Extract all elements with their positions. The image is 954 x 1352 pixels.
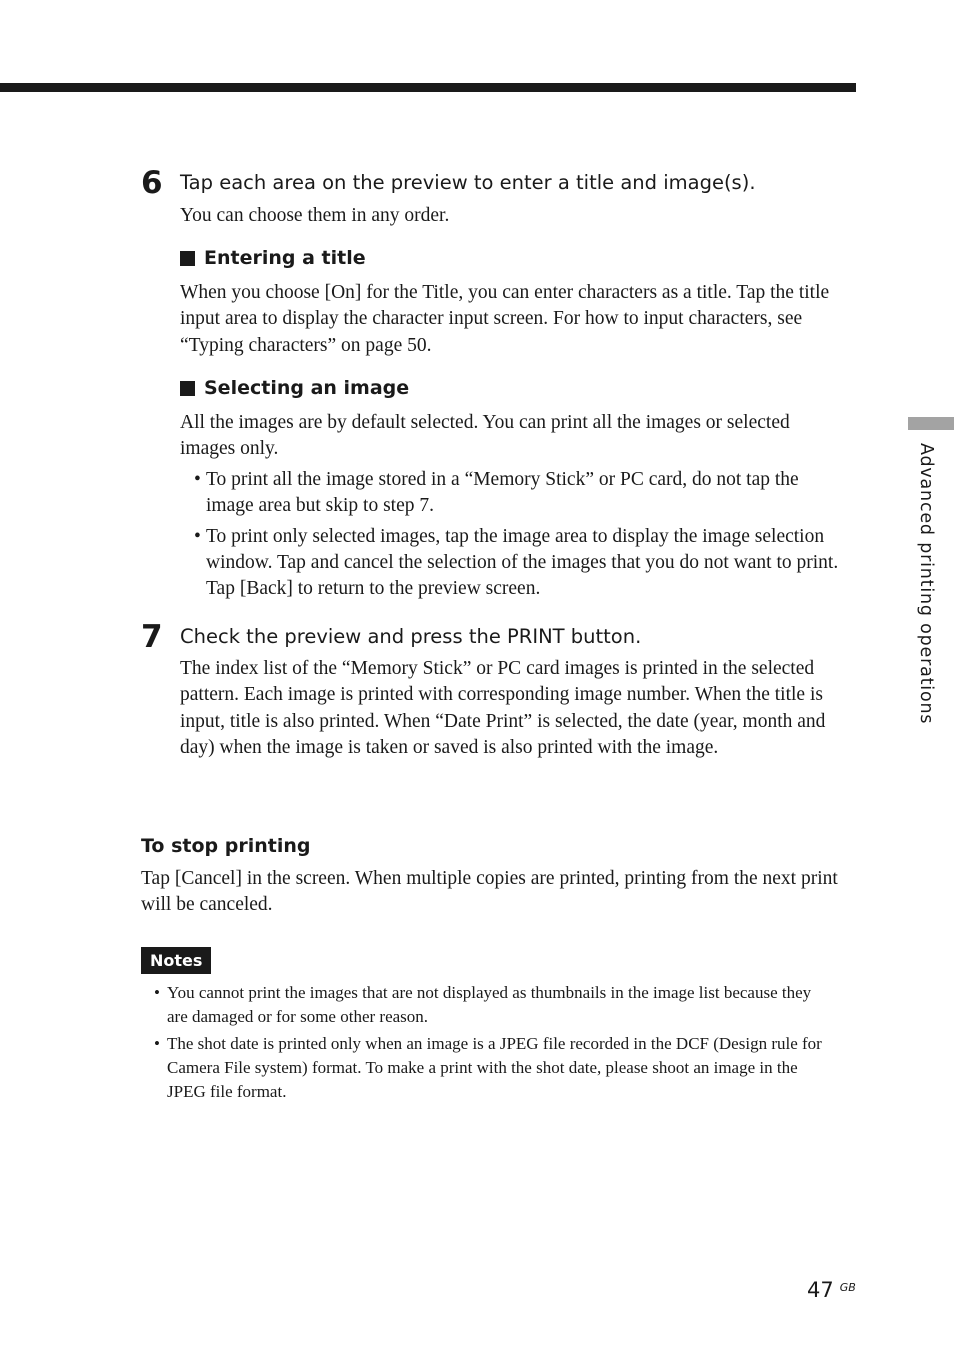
notes-badge: Notes — [141, 947, 211, 974]
bullet-dot-icon: • — [194, 525, 201, 547]
list-item — [141, 1032, 831, 1104]
note-text: You cannot print the images that are not displayed as thumbnails in the image list because they are damaged or for some other reason. — [167, 983, 812, 1026]
square-bullet-icon — [180, 381, 195, 396]
section-tab-marker — [908, 417, 954, 430]
bullet-dot-icon: • — [194, 469, 201, 490]
list-item-text: To print only selected images, tap the image area to display the image selection window. Tap and cancel the selection of the images that you do not want to print. Tap [Back] to return to the preview screen. — [206, 525, 839, 600]
step-6-number: 6 — [141, 165, 163, 201]
entering-title-body: When you choose [On] for the Title, you can enter characters as a title. Tap the title input area to display the character input screen. For how to input characters, see “Typing characters” on page 50. — [180, 282, 830, 356]
selecting-image-heading — [180, 377, 409, 400]
stop-printing-heading: To stop printing — [141, 835, 311, 857]
bullet-dot-icon: • — [154, 983, 160, 1002]
selecting-image-body: All the images are by default selected. You can print all the images or selected images only. — [180, 412, 790, 460]
entering-title-heading-text: Entering a title — [204, 247, 366, 269]
step-6-intro: You can choose them in any order. — [180, 205, 450, 226]
note-text: The shot date is printed only when an image is a JPEG file recorded in the DCF (Design rule for Camera File system) format. To make a print with the shot date, please shoot an image in the JPEG file format. — [167, 1034, 822, 1101]
entering-title-heading — [180, 247, 366, 270]
step-7-number: 7 — [141, 619, 163, 655]
list-item-text: To print all the image stored in a “Memory Stick” or PC card, do not tap the image area but skip to step 7. — [206, 469, 799, 517]
selecting-image-bullets — [180, 467, 846, 606]
page-number-value: 47 — [807, 1278, 834, 1302]
list-item — [180, 467, 846, 520]
region-code: GB — [839, 1281, 856, 1294]
list-item — [180, 524, 846, 603]
list-item — [141, 981, 831, 1029]
square-bullet-icon — [180, 251, 195, 266]
step-6-heading: Tap each area on the preview to enter a title and image(s). — [180, 171, 756, 194]
section-side-label: Advanced printing operations — [916, 443, 936, 725]
page-number — [807, 1278, 856, 1302]
step-7-heading: Check the preview and press the PRINT button. — [180, 625, 642, 648]
selecting-image-heading-text: Selecting an image — [204, 377, 410, 399]
step-7-body: The index list of the “Memory Stick” or PC card images is printed in the selected pattern. Each image is printed with corresponding image number. When the title is input, title is also printed. When “Date Print” is selected, the date (year, month and day) when the image is taken or saved is also printed with the image. — [180, 658, 826, 758]
notes-list — [141, 981, 831, 1107]
bullet-dot-icon: • — [154, 1034, 160, 1053]
stop-printing-body: Tap [Cancel] in the screen. When multiple copies are printed, printing from the next print will be canceled. — [141, 868, 838, 916]
top-rule — [0, 83, 856, 92]
